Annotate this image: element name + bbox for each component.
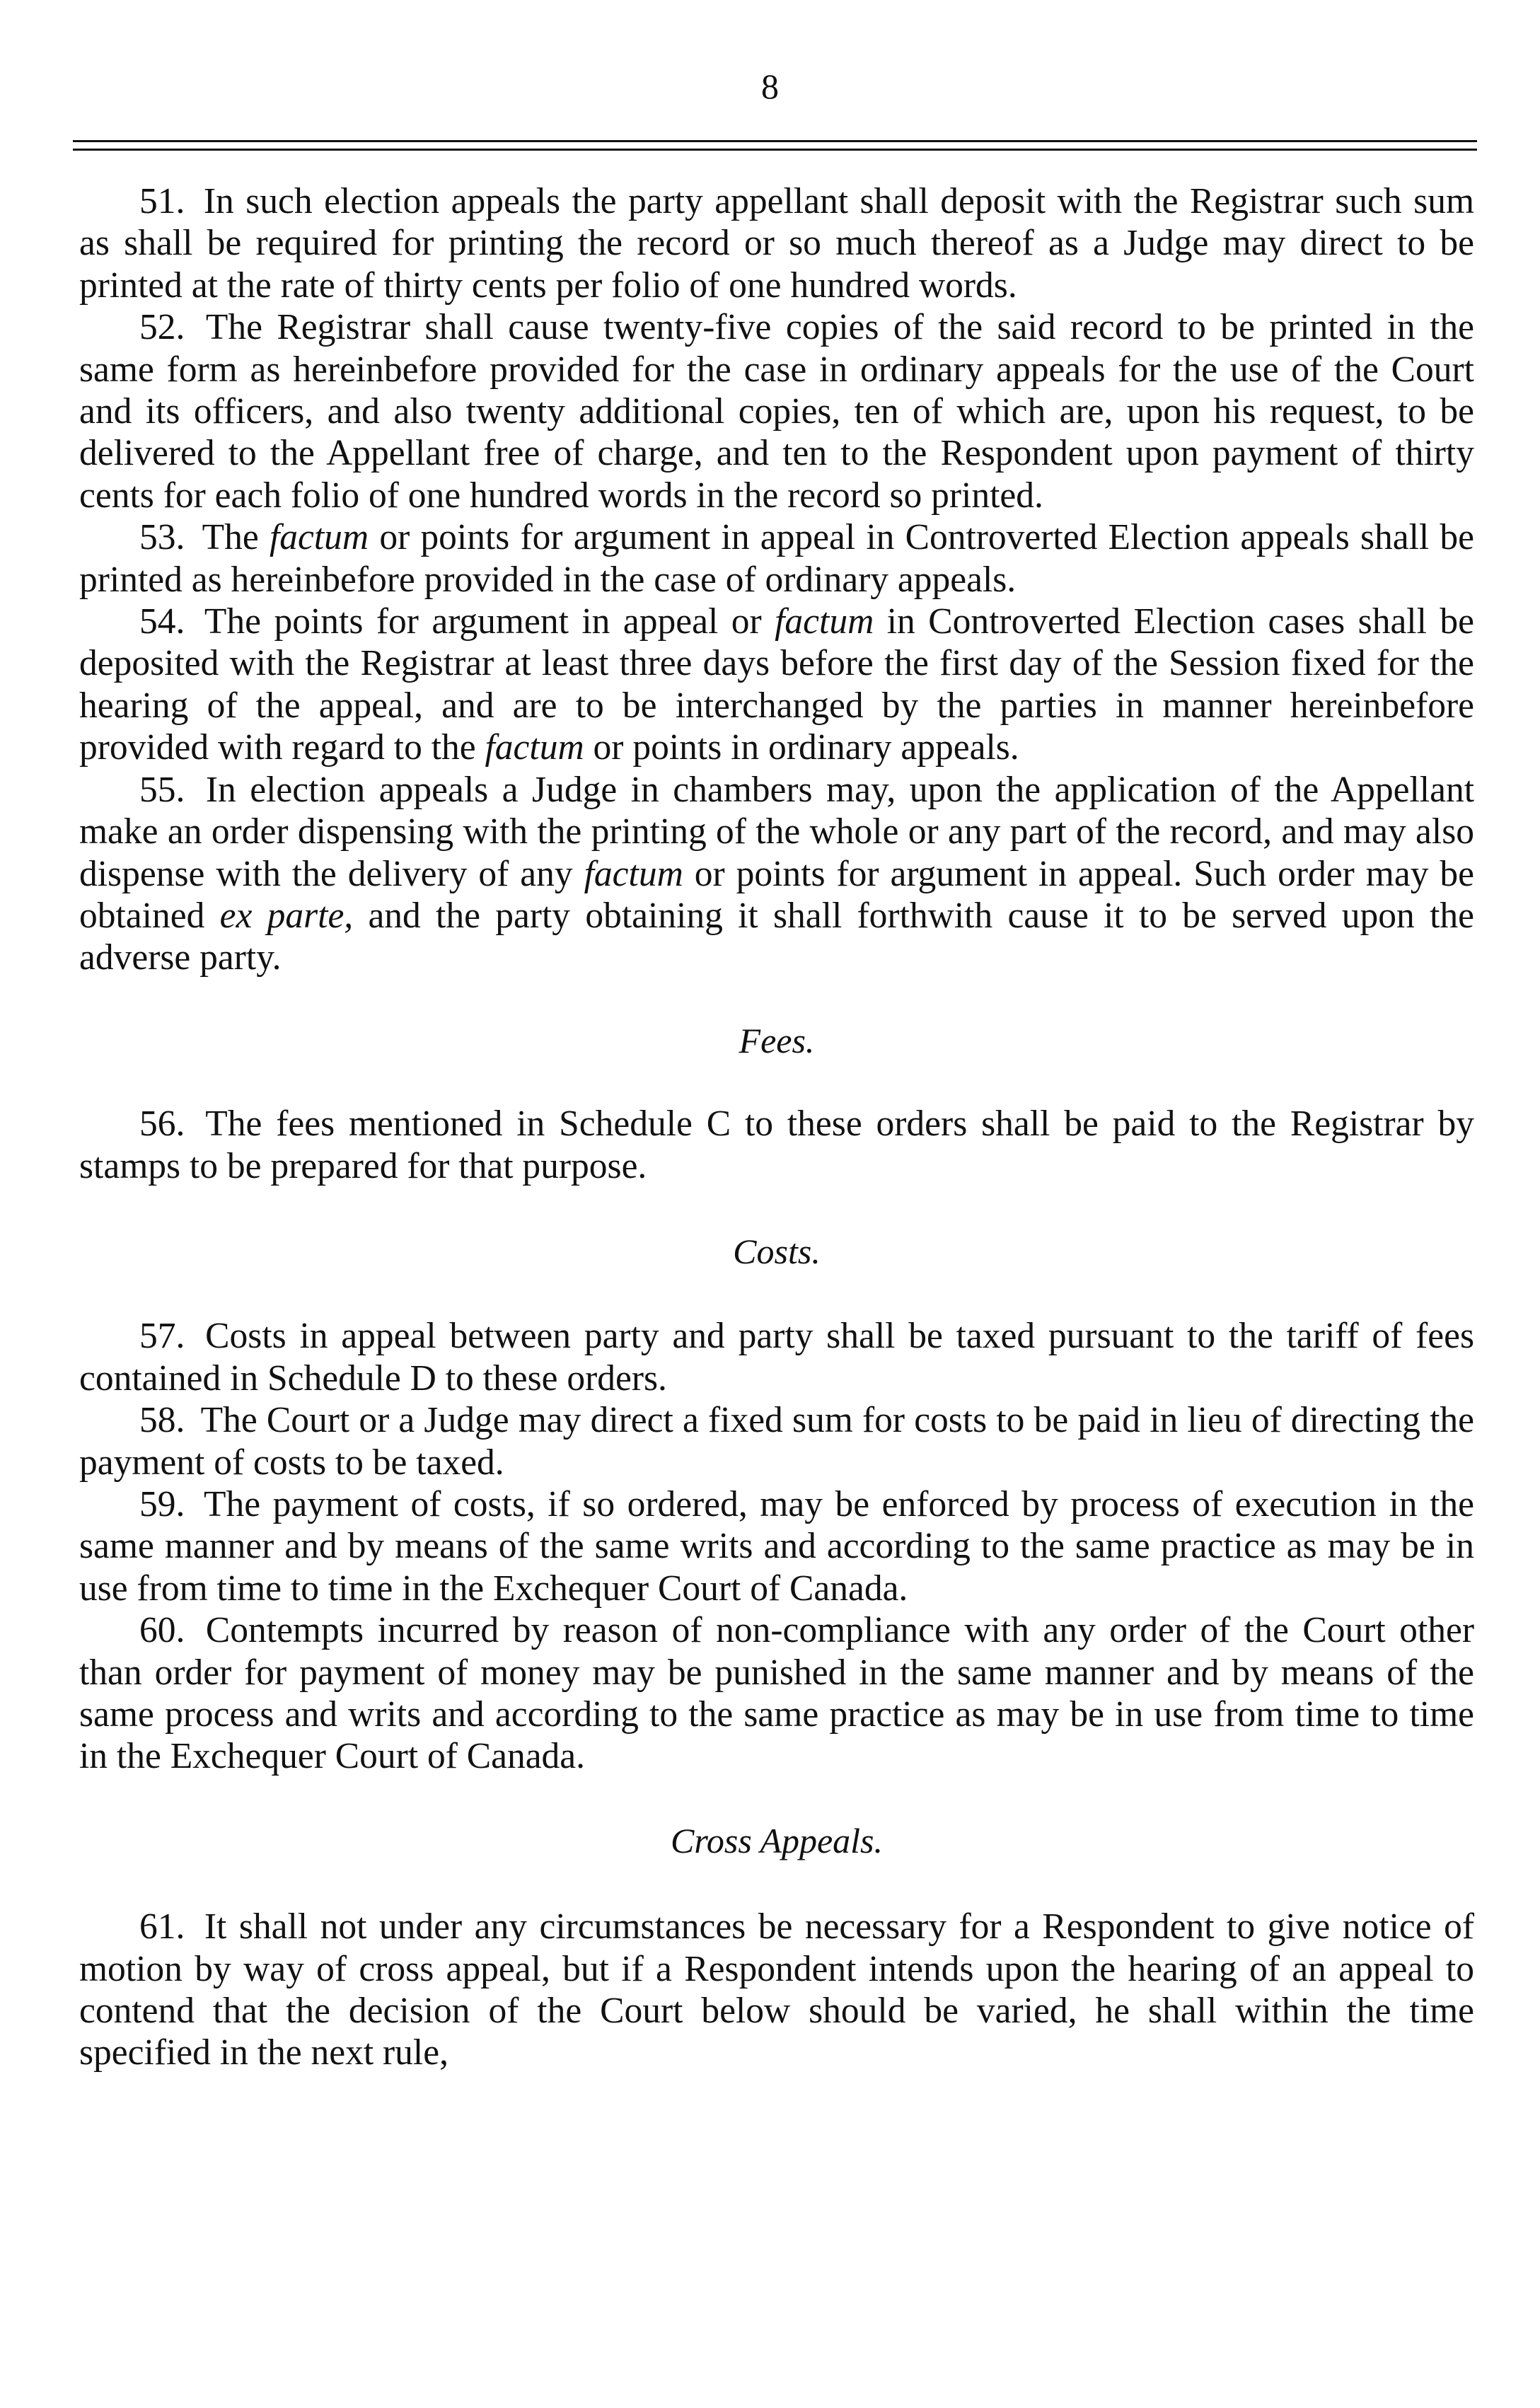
paragraph-61 bbox=[79, 1906, 1474, 2074]
paragraph-number: 56. bbox=[139, 1104, 185, 1145]
paragraph-text: Costs in appeal between party and party shall be taxed pursuant to the tariff of fees contained in Schedule D to these orders. bbox=[79, 1316, 1474, 1399]
paragraph-text: or points for argument in appeal. Such order may be obtained bbox=[79, 853, 1475, 936]
paragraph-number: 55. bbox=[139, 769, 185, 810]
page-number: 8 bbox=[761, 66, 779, 106]
paragraph-52 bbox=[79, 306, 1474, 516]
paragraph-text: or points for argument in appeal in Controverted Election appeals shall be printed as hereinbefore provided in the case of ordinary appeals. bbox=[79, 517, 1475, 600]
header-rule-bottom bbox=[73, 149, 1477, 151]
paragraph-57 bbox=[79, 1315, 1474, 1399]
italic-term: factum bbox=[269, 517, 369, 558]
section-heading-cross-appeals: Cross Appeals. bbox=[670, 1820, 884, 1860]
paragraph-text: The fees mentioned in Schedule C to these orders shall be paid to the Registrar by stamps to be prepared for that purpose. bbox=[79, 1104, 1474, 1186]
italic-term: factum bbox=[584, 853, 683, 894]
italic-term: factum bbox=[485, 727, 584, 768]
paragraph-number: 51. bbox=[139, 181, 185, 221]
paragraph-54 bbox=[79, 601, 1474, 769]
paragraph-53 bbox=[79, 516, 1474, 601]
paragraph-text: Contempts incurred by reason of non-compliance with any order of the Court other than order for payment of money may be punished in the same manner and by means of the same process and writs and according to the same practice as may be in use from time to time in the Exchequer Court of Canada. bbox=[79, 1610, 1474, 1777]
paragraph-text: and the party obtaining it shall forthwith cause it to be served upon the adverse party. bbox=[79, 895, 1474, 978]
paragraph-text: The Court or a Judge may direct a fixed sum for costs to be paid in lieu of directing the payment of costs to be taxed. bbox=[79, 1400, 1475, 1483]
header-rule-top bbox=[73, 140, 1477, 142]
paragraph-number: 60. bbox=[139, 1610, 185, 1651]
paragraph-number: 58. bbox=[139, 1400, 185, 1441]
italic-term: ex parte, bbox=[219, 895, 354, 936]
paragraph-58 bbox=[79, 1399, 1474, 1483]
paragraph-60 bbox=[79, 1609, 1474, 1778]
italic-term: factum bbox=[775, 601, 874, 642]
paragraph-text: The points for argument in appeal or bbox=[204, 601, 762, 642]
section-heading-fees: Fees. bbox=[739, 1020, 815, 1060]
paragraph-59 bbox=[79, 1483, 1474, 1609]
paragraph-number: 53. bbox=[139, 517, 185, 558]
paragraph-number: 57. bbox=[139, 1316, 185, 1357]
paragraph-text: In election appeals a Judge in chambers may, upon the application of the Appellant make an order dispensing with the printing of the whole or any part of the record, and may also dispense with the delivery of any bbox=[79, 769, 1474, 894]
paragraph-number: 52. bbox=[139, 307, 185, 348]
paragraph-text-lead: The bbox=[202, 517, 259, 558]
paragraph-number: 54. bbox=[139, 601, 185, 642]
section-heading-costs: Costs. bbox=[733, 1231, 821, 1271]
paragraph-text: The Registrar shall cause twenty-five copies of the said record to be printed in the same form as hereinbefore provided for the case in ordinary appeals for the use of the Court and its officers, and also twenty additional copies, ten of which are, upon his request, to be delivered to the Appellant free of charge, and ten to the Respondent upon payment of thirty cents for each folio of one hundred words in the record so printed. bbox=[79, 307, 1474, 516]
paragraph-number: 61. bbox=[139, 1906, 185, 1947]
paragraph-55 bbox=[79, 769, 1474, 979]
paragraph-text: in Controverted Election cases shall be deposited with the Registrar at least three days before the first day of the Session fixed for the hearing of the appeal, and are to be interchanged by the parties in manner hereinbefore provided with regard to the bbox=[79, 601, 1475, 768]
paragraph-text: The payment of costs, if so ordered, may be enforced by process of execution in the same manner and by means of the same writs and according to the same practice as may be in use from time to time in the Exchequer Court of Canada. bbox=[79, 1483, 1474, 1609]
paragraph-number: 59. bbox=[139, 1483, 185, 1524]
paragraph-text: or points in ordinary appeals. bbox=[593, 727, 1019, 768]
paragraph-text: In such election appeals the party appellant shall deposit with the Registrar such sum as shall be required for printing the record or so much thereof as a Judge may direct to be printed at the rate of thirty cents per folio of one hundred words. bbox=[79, 181, 1474, 306]
paragraph-51 bbox=[79, 180, 1474, 306]
paragraph-56 bbox=[79, 1103, 1474, 1187]
paragraph-text: It shall not under any circumstances be necessary for a Respondent to give notice of motion by way of cross appeal, but if a Respondent intends upon the hearing of an appeal to contend that the decision of the Court below should be varied, he shall within the time specified in the next rule, bbox=[79, 1906, 1475, 2073]
page-body bbox=[79, 180, 1474, 2074]
